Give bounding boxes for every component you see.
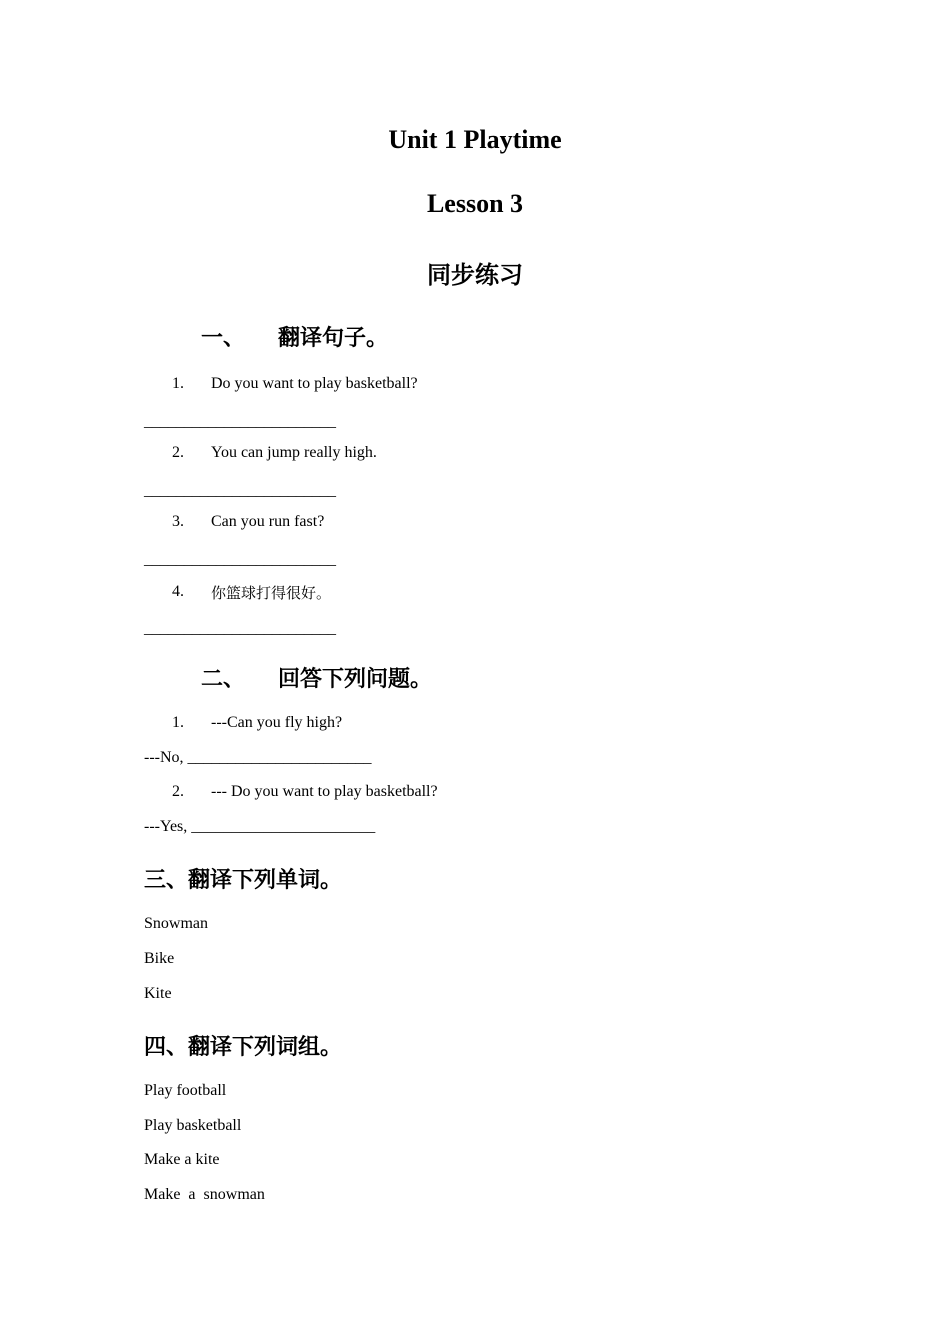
s4-phrase: Make a snowman (144, 1186, 265, 1203)
section2-heading: 回答下列问题。 (278, 667, 433, 692)
s1-item2-text: You can jump really high. (211, 444, 377, 461)
s2-item2-answer[interactable]: ---Yes, _______________________ (144, 818, 376, 835)
s2-item1-answer[interactable]: ---No, _______________________ (144, 749, 372, 766)
s3-word: Bike (144, 950, 175, 967)
s1-item2-answer-blank[interactable]: ________________________ (144, 482, 336, 499)
s2-item2-question: --- Do you want to play basketball? (211, 783, 438, 800)
s2-item1-num: 1. (172, 714, 184, 731)
section1-heading: 翻译句子。 (278, 326, 389, 351)
s2-item1-question: ---Can you fly high? (211, 714, 343, 731)
s1-item1-answer-blank[interactable]: ________________________ (144, 413, 336, 430)
s3-word: Snowman (144, 915, 208, 932)
s1-item3-num: 3. (172, 513, 184, 530)
s2-item2-num: 2. (172, 783, 184, 800)
s1-item3-text: Can you run fast? (211, 513, 325, 530)
section1-marker: 一、 (201, 326, 246, 351)
s1-item1-text: Do you want to play basketball? (211, 375, 418, 392)
s4-phrase: Play basketball (144, 1117, 242, 1134)
subtitle: 同步练习 (427, 261, 523, 289)
s1-item2-num: 2. (172, 444, 184, 461)
s1-item1-num: 1. (172, 375, 184, 392)
s4-phrase: Play football (144, 1082, 227, 1099)
section3-heading: 三、翻译下列单词。 (144, 868, 343, 893)
s1-item3-answer-blank[interactable]: ________________________ (144, 551, 336, 568)
section4-heading: 四、翻译下列词组。 (144, 1035, 343, 1060)
s1-item4-num: 4. (172, 583, 184, 600)
page-title: Unit 1 Playtime (388, 125, 562, 154)
section2-marker: 二、 (201, 667, 246, 692)
s3-word: Kite (144, 985, 172, 1002)
s1-item4-text: 你篮球打得很好。 (211, 584, 332, 602)
s1-item4-answer-blank[interactable]: ________________________ (144, 620, 336, 637)
lesson-title: Lesson 3 (426, 189, 524, 218)
s4-phrase: Make a kite (144, 1151, 220, 1168)
